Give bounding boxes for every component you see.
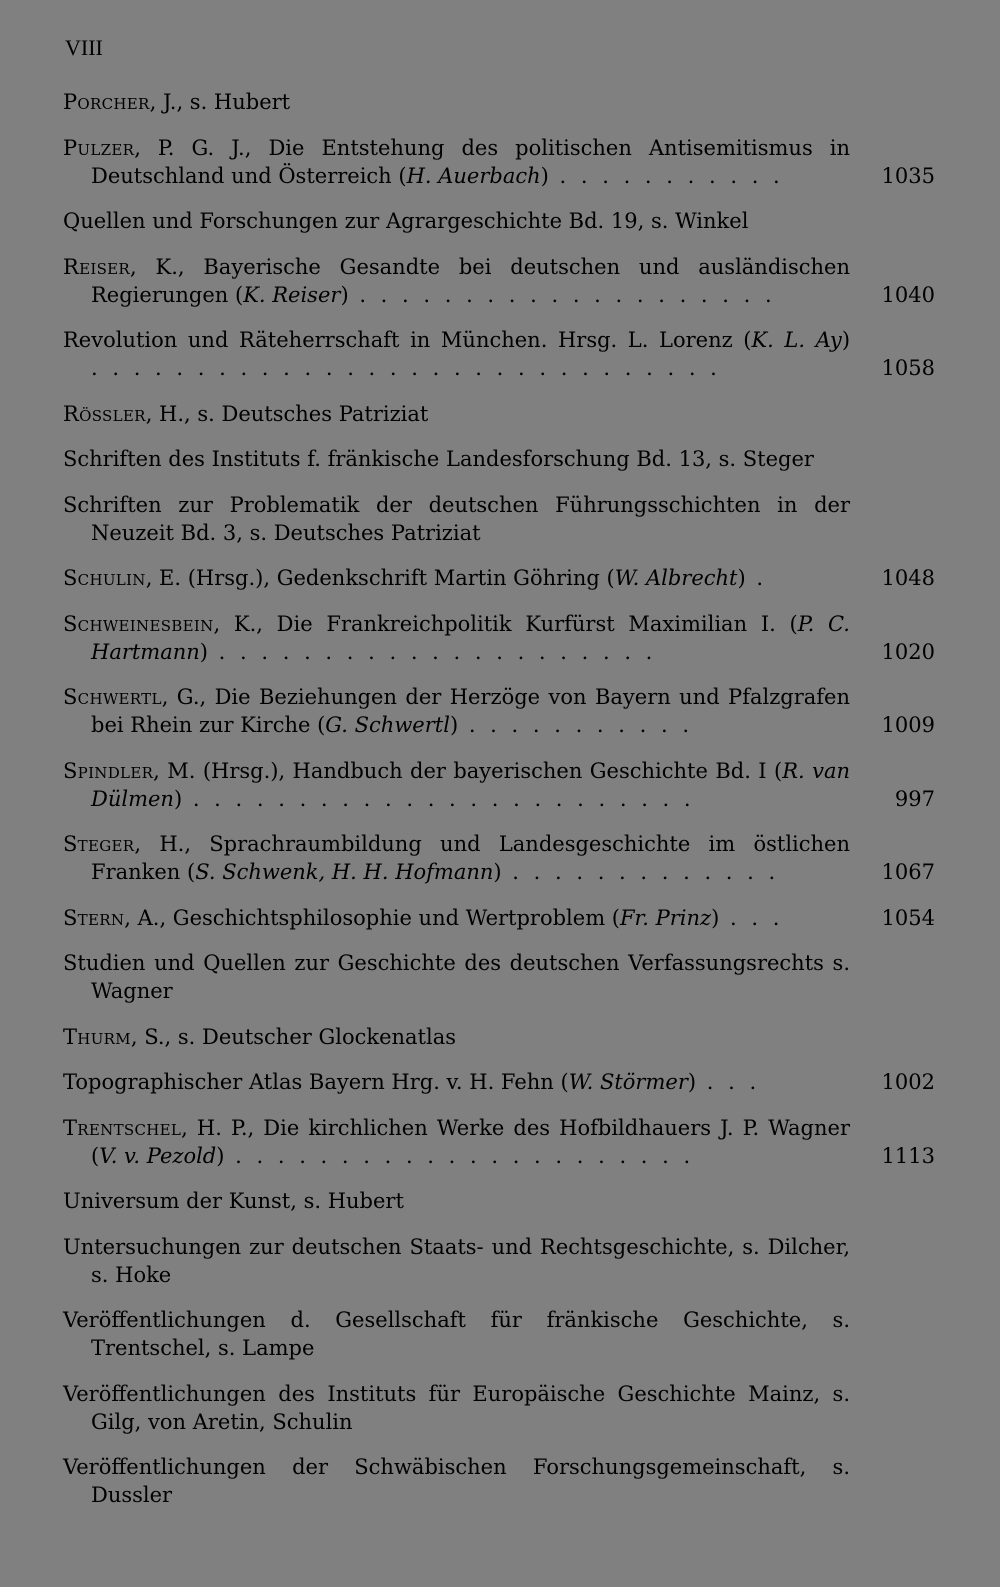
entry-title: , A., Geschichtsphilosophie und Wertproblem ( bbox=[124, 905, 620, 930]
index-entry bbox=[63, 949, 935, 1005]
leader-dots: . . . . . . . . . . . . . . . . . . . . . bbox=[208, 639, 657, 664]
entry-title: Schriften zur Problematik der deutschen Führungsschichten in der Neuzeit Bd. 3, s. Deutsches Patriziat bbox=[63, 492, 850, 545]
index-entry bbox=[63, 1114, 935, 1170]
entry-author: Reiser bbox=[63, 254, 131, 279]
entry-title: Topographischer Atlas Bayern Hrg. v. H. Fehn ( bbox=[63, 1070, 569, 1094]
entry-title: , G., Die Beziehungen der Herzöge von Bayern und Pfalzgrafen bei Rhein zur Kirche ( bbox=[91, 685, 850, 737]
index-entry bbox=[63, 400, 935, 428]
entry-reviewer: G. Schwertl bbox=[325, 713, 450, 737]
entry-title: , S., s. Deutscher Glockenatlas bbox=[130, 1024, 457, 1049]
entry-text bbox=[63, 88, 850, 116]
index-entry bbox=[63, 1023, 935, 1051]
entry-title: Universum der Kunst, s. Hubert bbox=[63, 1189, 404, 1213]
entry-page-number: 1002 bbox=[881, 1070, 935, 1094]
entry-text bbox=[63, 1068, 850, 1096]
entry-text bbox=[63, 949, 850, 1005]
entry-text bbox=[63, 491, 850, 547]
entry-title: , P. G. J., Die Entstehung des politischen Antisemitismus in Deutschland und Österreich ( bbox=[91, 135, 850, 188]
index-entry bbox=[63, 1380, 935, 1436]
entry-author: Rössler bbox=[63, 401, 146, 426]
entry-close: ) bbox=[711, 905, 720, 930]
index-entry bbox=[63, 1233, 935, 1289]
entry-title: , M. (Hrsg.), Handbuch der bayerischen Geschichte Bd. I ( bbox=[153, 758, 783, 783]
entry-reviewer: W. Albrecht bbox=[614, 566, 738, 590]
entry-reviewer: R. van Dülmen bbox=[91, 758, 850, 811]
entry-title: Untersuchungen zur deutschen Staats- und Rechtsgeschichte, s. Dilcher, s. Hoke bbox=[63, 1234, 850, 1287]
leader-dots: . . . . . . . . . . . bbox=[548, 163, 784, 188]
entry-text bbox=[63, 1453, 850, 1509]
entry-text bbox=[63, 326, 850, 382]
leader-dots: . . . . . . . . . . . bbox=[458, 713, 693, 737]
entry-page-number: 1048 bbox=[881, 566, 935, 590]
entry-reviewer: K. Reiser bbox=[243, 282, 341, 307]
entry-title: , H., Sprachraumbildung und Landesgeschichte im östlichen Franken ( bbox=[91, 832, 850, 884]
index-entry bbox=[63, 1187, 935, 1215]
entry-text bbox=[63, 134, 850, 190]
entry-text bbox=[63, 1306, 850, 1362]
entry-title: , E. (Hrsg.), Gedenkschrift Martin Göhring ( bbox=[145, 566, 615, 590]
entry-close: ) bbox=[173, 786, 183, 811]
entry-text bbox=[63, 1380, 850, 1436]
entry-close: ) bbox=[449, 713, 459, 737]
page-number: VIII bbox=[65, 35, 103, 60]
entry-title: Veröffentlichungen d. Gesellschaft für fränkische Geschichte, s. Trentschel, s. Lampe bbox=[63, 1308, 850, 1360]
leader-dots: . . . . . . . . . . . . . . . . . . . . . . bbox=[224, 1143, 695, 1168]
entry-title: , J., s. Hubert bbox=[149, 90, 291, 114]
entry-text bbox=[63, 610, 850, 666]
index-entry bbox=[63, 564, 935, 592]
entry-author: Schulin bbox=[63, 566, 146, 590]
entry-title: , H. P., Die kirchlichen Werke des Hofbildhauers J. P. Wagner ( bbox=[91, 1115, 850, 1168]
entry-text bbox=[63, 1023, 850, 1051]
entry-author: Schwertl bbox=[63, 685, 162, 709]
entry-reviewer: V. v. Pezold bbox=[99, 1143, 217, 1168]
entry-page-number: 1058 bbox=[881, 356, 935, 380]
entry-title: Veröffentlichungen des Instituts für Europäische Geschichte Mainz, s. Gilg, von Aretin, Schulin bbox=[63, 1381, 850, 1434]
entry-close: ) bbox=[199, 639, 208, 664]
entry-reviewer: S. Schwenk, H. H. Hofmann bbox=[195, 860, 494, 884]
entry-reviewer: H. Auerbach bbox=[406, 163, 541, 188]
entry-close: ) bbox=[216, 1143, 225, 1168]
index-entry bbox=[63, 830, 935, 886]
entry-close: ) bbox=[493, 860, 502, 884]
entry-close: ) bbox=[737, 566, 746, 590]
entry-title: , K., Bayerische Gesandte bei deutschen und ausländischen Regierungen ( bbox=[91, 254, 850, 307]
entry-author: Steger bbox=[63, 832, 135, 856]
entry-text bbox=[63, 904, 850, 932]
entry-text bbox=[63, 253, 850, 309]
entry-text bbox=[63, 445, 850, 473]
entry-reviewer: P. C. Hartmann bbox=[91, 611, 850, 664]
entry-page-number: 1035 bbox=[881, 163, 935, 188]
index-entry bbox=[63, 445, 935, 473]
entry-text bbox=[63, 207, 850, 235]
index-entry bbox=[63, 326, 935, 382]
entry-reviewer: K. L. Ay bbox=[751, 328, 842, 352]
index-entry bbox=[63, 1453, 935, 1509]
leader-dots: . . . . . . . . . . . . . . . . . . . . bbox=[348, 282, 776, 307]
index-entry bbox=[63, 683, 935, 739]
entry-author: Pulzer bbox=[63, 135, 135, 160]
entry-text bbox=[63, 1233, 850, 1289]
entry-page-number: 997 bbox=[894, 786, 935, 811]
entry-text bbox=[63, 1187, 850, 1215]
entry-author: Thurm bbox=[63, 1024, 131, 1049]
leader-dots: . . . . . . . . . . . . . bbox=[501, 860, 780, 884]
index-entry bbox=[63, 610, 935, 666]
entry-title: Quellen und Forschungen zur Agrargeschichte Bd. 19, s. Winkel bbox=[63, 209, 749, 233]
entry-text bbox=[63, 564, 850, 592]
entry-page-number: 1054 bbox=[881, 905, 935, 930]
entry-close: ) bbox=[841, 328, 851, 352]
index-entry-list bbox=[63, 88, 935, 1527]
index-entry bbox=[63, 253, 935, 309]
leader-dots: . . . bbox=[696, 1070, 761, 1094]
entry-close: ) bbox=[687, 1070, 697, 1094]
index-entry bbox=[63, 757, 935, 813]
index-entry bbox=[63, 134, 935, 190]
entry-title: Studien und Quellen zur Geschichte des deutschen Verfassungsrechts s. Wagner bbox=[63, 951, 850, 1003]
entry-close: ) bbox=[540, 163, 549, 188]
leader-dots: . . . . . . . . . . . . . . . . . . . . . . . . . . . . . . bbox=[91, 356, 721, 380]
index-entry bbox=[63, 491, 935, 547]
entry-author: Schweinesbein bbox=[63, 611, 214, 636]
index-entry bbox=[63, 207, 935, 235]
entry-page-number: 1067 bbox=[881, 860, 935, 884]
entry-text bbox=[63, 400, 850, 428]
entry-page-number: 1040 bbox=[881, 282, 935, 307]
entry-title: , K., Die Frankreichpolitik Kurfürst Maximilian I. ( bbox=[213, 611, 798, 636]
entry-text bbox=[63, 683, 850, 739]
entry-title: Revolution und Räteherrschaft in München. Hrsg. L. Lorenz ( bbox=[63, 328, 752, 352]
leader-dots: . . . . . . . . . . . . . . . . . . . . . . . . bbox=[182, 786, 695, 811]
entry-title: Schriften des Instituts f. fränkische Landesforschung Bd. 13, s. Steger bbox=[63, 447, 814, 471]
index-entry bbox=[63, 88, 935, 116]
entry-close: ) bbox=[340, 282, 349, 307]
entry-title: Veröffentlichungen der Schwäbischen Forschungsgemeinschaft, s. Dussler bbox=[63, 1455, 850, 1507]
entry-reviewer: Fr. Prinz bbox=[619, 905, 712, 930]
entry-page-number: 1113 bbox=[881, 1143, 935, 1168]
index-entry bbox=[63, 904, 935, 932]
entry-author: Trentschel bbox=[63, 1115, 182, 1140]
leader-dots: . . . bbox=[719, 905, 784, 930]
leader-dots: . bbox=[745, 566, 768, 590]
index-entry bbox=[63, 1306, 935, 1362]
entry-page-number: 1009 bbox=[881, 713, 935, 737]
entry-page-number: 1020 bbox=[881, 639, 935, 664]
entry-author: Porcher bbox=[63, 90, 150, 114]
entry-author: Stern bbox=[63, 905, 125, 930]
entry-author: Spindler bbox=[63, 758, 154, 783]
entry-reviewer: W. Störmer bbox=[568, 1070, 688, 1094]
index-entry bbox=[63, 1068, 935, 1096]
entry-text bbox=[63, 1114, 850, 1170]
entry-text bbox=[63, 757, 850, 813]
entry-text bbox=[63, 830, 850, 886]
entry-title: , H., s. Deutsches Patriziat bbox=[145, 401, 429, 426]
